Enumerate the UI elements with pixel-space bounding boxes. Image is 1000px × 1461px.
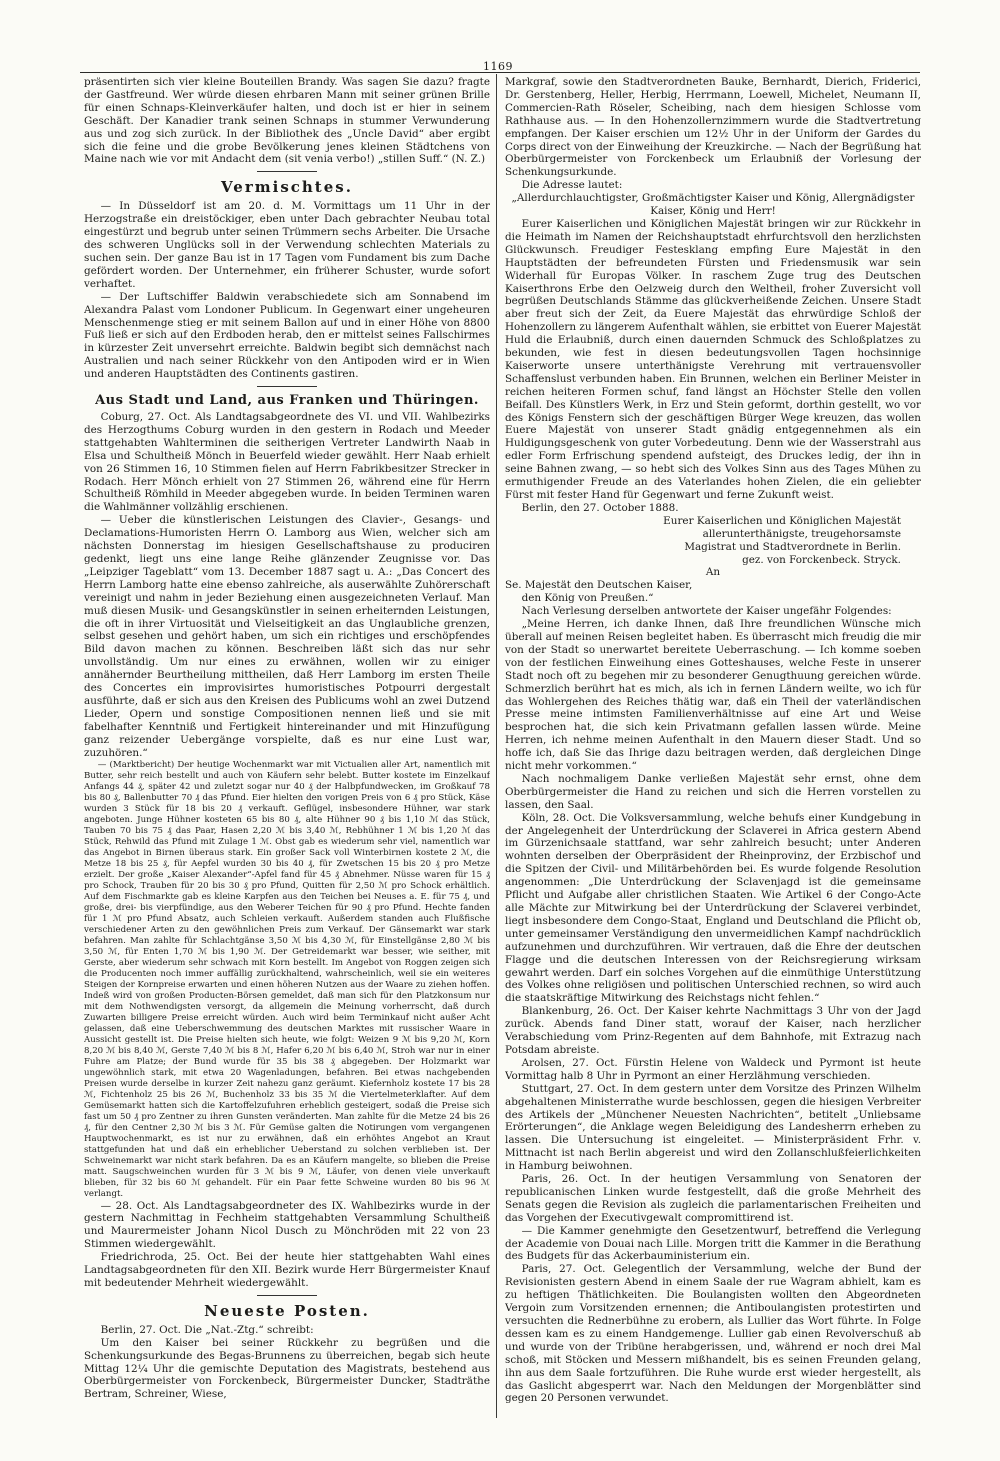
section-heading-vermischtes: Vermischtes. — [221, 178, 353, 197]
article-paragraph: Markgraf, sowie den Stadtverordneten Bauke, Bernhardt, Dierich, Friderici, Dr. Gerstenberg, Heller, Herbig, Herrmann, Loewell, Michelet, Neumann II, Commercien-Rath Röseler, Scheibing, nach dem hiesigen Schlosse vom Rathhause aus. — In den Hohenzollernzimmern wurde die Stadtvertretung empfangen. Der Kaiser erschien um 12½ Uhr in der Uniform der Gardes du Corps direct von der Einweihung der Kreuzkirche. — Nach der Begrüßung hat Oberbürgermeister von Forckenbeck um Erlaubniß der Vorlesung der Schenkungsurkunde. — [505, 76, 921, 179]
article-paragraph: — Der Luftschiffer Baldwin verabschiedete sich am Sonnabend im Alexandra Palast vom Londoner Publicum. In Gegenwart einer ungeheuren Menschenmenge stieg er mit seinem Ballon auf und in einer Höhe von 8800 Fuß ließ er sich auf den Erdboden herab, den er mittelst seines Fallschirmes in kürzester Zeit unversehrt erreichte. Baldwin begibt sich demnächst nach Australien und nach seiner Rückkehr von den Antipoden wird er in Wien und anderen Hauptstädten des Continents gastiren. — [84, 290, 490, 381]
article-paragraph: Paris, 27. Oct. Gelegentlich der Versammlung, welche der Bund der Revisionisten gestern Abend in einem Saale der rue Wagram abhielt, kam es zu heftigen Thätlichkeiten. Die Boulangisten wollten den Abgeordneten Vergoin zum Vorsitzenden ernennen; die Antiboulangisten protestirten und versuchten die Rednerbühne zu erobern, als Lullier das Wort führte. In Folge dessen kam es zu einem Handgemenge. Lullier gab einen Revolverschuß ab und wurde von der Tribüne herabgerissen, und, während er noch drei Mal schoß, mit Stöcken und Messern mißhandelt, bis es seinen Freunden gelang, ihn aus dem Saale fortzuführen. Die Ruhe wurde erst wieder hergestellt, als das Gaslicht abgesperrt war. Nach den Meldungen der Morgenblätter sind gegen 20 Personen verwundet. — [505, 1263, 921, 1405]
article-paragraph: — 28. Oct. Als Landtagsabgeordneter des IX. Wahlbezirks wurde in der gestern Nachmittag in Fechheim stattgehabten Versammlung Schultheiß und Maurermeister Johann Nicol Dusch zu Mönchröden mit 22 von 23 Stimmen wiedergewählt. — [84, 1199, 490, 1251]
article-paragraph: Berlin, 27. Oct. Die „Nat.-Ztg.“ schreibt: — [100, 1323, 314, 1336]
article-paragraph: Coburg, 27. Oct. Als Landtagsabgeordnete des VI. und VII. Wahlbezirks des Herzogthums Coburg wurden in den gestern in Rodach und Meeder stattgehabten Wahlterminen die seitherigen Vertreter Landwirth Naab in Elsa und Schultheiß Mönch in Beuerfeld wieder gewählt. Herr Naab erhielt von 26 Stimmen 16, 10 Stimmen fielen auf Herrn Fabrikbesitzer Strecker in Rodach. Herr Mönch erhielt von 27 Stimmen 26, während eine für Herrn Schultheiß Römhild in Meeder abgegeben wurde. In beiden Terminen waren die Wahlmänner vollzählig erschienen. — [84, 411, 490, 514]
address-signature: allerunterthänigste, treugehorsamste — [702, 527, 901, 540]
separator — [257, 1295, 317, 1296]
article-paragraph: präsentirten sich vier kleine Bouteillen Brandy. Was sagen Sie dazu? fragte der Gastfreund. Wer würde diesen ehrbaren Mann mit seiner grünen Brille für einen Schnaps-Kleinverkäufer halten, und doch ist er hier in seinem Geschäft. Der Kanadier trank seinen Schnaps in stummer Verwunderung aus und zog sich zurück. In der Bibliothek des „Uncle David“ aber ergibt sich die feine und die grobe Bevölkerung jenes kleinen Städtchens von Maine nach wie vor mit Andacht dem (sit venia verbo!) „stillen Suff.“ (N. Z.) — [84, 76, 490, 166]
address-salutation: „Allerdurchlauchtigster, Großmächtigster Kaiser und König, Allergnädigster Kaiser, König und Herr! — [511, 192, 915, 218]
address-signature: Magistrat und Stadtverordnete in Berlin. — [684, 540, 901, 553]
article-paragraph: Um den Kaiser bei seiner Rückkehr zu begrüßen und die Schenkungsurkunde des Begas-Brunnens zu überreichen, begab sich heute Mittag 12¼ Uhr die gemischte Deputation des Magistrats, bestehend aus Oberbürgermeister von Forckenbeck, Bürgermeister Duncker, Stadträthe Bertram, Schreiner, Wiese, — [84, 1336, 490, 1401]
article-paragraph: Nach nochmaligem Danke verließen Majestät sehr ernst, ohne dem Oberbürgermeister die Hand zu reichen und sich die Herren vorstellen zu lassen, den Saal. — [505, 772, 921, 811]
left-column — [84, 76, 490, 1416]
article-paragraph: Friedrichroda, 25. Oct. Bei der heute hier stattgehabten Wahl eines Landtagsabgeordneten für den XII. Bezirk wurde Herr Bürgermeister Knauf mit bedeutender Mehrheit wiedergewählt. — [84, 1251, 490, 1289]
article-paragraph: Blankenburg, 26. Oct. Der Kaiser kehrte Nachmittags 3 Uhr von der Jagd zurück. Abends fand Diner statt, worauf der Kaiser, nach herzlicher Verabschiedung vom Prinz-Regenten auf dem Bahnhofe, mit Extrazug nach Potsdam abreiste. — [505, 1005, 921, 1056]
article-paragraph: — Ueber die künstlerischen Leistungen des Clavier-, Gesangs- und Declamations-Humoristen Herrn O. Lamborg aus Wien, welcher sich am nächsten Donnerstag im hiesigen Gesellschaftshause zu produciren gedenkt, liegt uns eine lange Reihe glänzender Zeugnisse vor. Das „Leipziger Tageblatt“ vom 13. December 1887 sagt u. A.: „Das Concert des Herrn Lamborg hatte eine ebenso zahlreiche, als auserwählte Zuhörerschaft vereinigt und nahm in jeder Beziehung einen ausgezeichneten Verlauf. Man muß diesen Musik- und Gesangskünstler in seinen erheiternden Leistungen, die oft in ihrer Virtuosität und Vielseitigkeit an das Unglaubliche grenzen, selbst gesehen und gehört haben, um sich ein richtiges und erschöpfendes Bild davon machen zu können. Beschreiben läßt sich das nur sehr unvollständig. Um nur eines zu erwähnen, wollen wir zu einiger annähernder Beurtheilung mittheilen, daß Herr Lamborg im ersten Theile des Concertes ein improvisirtes humoristisches Potpourri dergestalt ausführte, daß er sich aus den Kreisen des Publicums wohl an zwei Dutzend Lieder, Opern und sonstige Compositionen nennen ließ und sie mit fabelhafter Kenntniß und Fertigkeit hintereinander und mit Hinzufügung ganz reizender Uebergänge vorspielte, daß es nur eine Lust war, zuzuhören.“ — [84, 514, 490, 759]
address-text: Eurer Kaiserlichen und Königlichen Majestät bringen wir zur Rückkehr in die Heimath im Namen der Reichshauptstadt ehrfurchtsvoll den herzlichsten Glückwunsch. Freudiger Festesklang empfing Eure Majestät in den Hauptstädten der befreundeten Fürsten und Friedensmusik war sein Widerhall für Europas Völker. In raschem Zuge trug des Deutschen Kaiserthrons Erbe den Oelzweig durch den Weltheil, froher Zuversicht voll begrüßen Deutschlands Stämme das glückverheißende Zeichen. Unsere Stadt aber freut sich der Zeit, da Euere Majestät das ehrwürdige Schloß der Hohenzollern zu längerem Aufenthalt wählen, sie erbittet von Euerer Majestät Huld die Erlaubniß, durch einen dauernden Schmuck des Schloßplatzes zu bekunden, wie fest in diesen bedeutungsvollen Tagen hochsinnige Kaiserworte unsere unterthänigste Verehrung mit vertrauensvoller Schaffenslust verbunden haben. Ein Brunnen, welchen ein Berliner Meister in reichen heiteren Formen schuf, fand längst an Höchster Stelle den vollen Beifall. Des Künstlers Werk, in Erz und Stein geformt, dorthin gestellt, wo vor des Königs Fenstern sich der geschäftigen Bürger Wege kreuzen, das wollen Euere Majestät von unserer Stadt gnädig entgegennehmen als ein Huldigungsgeschenk von guter Vorbedeutung. Denn wie der Wasserstrahl aus edler Form Erfrischung spendend aufsteigt, des Druckes ledig, der ihn in seine Bahnen zwang, — so hebt sich des Volkes Sinn aus des Tages Mühen zu ermuthigender Freude an des Vaterlandes hohen Zielen, die ein geliebter Fürst mit fester Hand für Gegenwart und ferne Zukunft weist. — [505, 217, 921, 501]
section-heading-neueste-posten: Neueste Posten. — [204, 1301, 370, 1320]
article-paragraph: Stuttgart, 27. Oct. In dem gestern unter dem Vorsitze des Prinzen Wilhelm abgehaltenen Ministerrathe wurde beschlossen, gegen die hiesigen Verbreiter des Artikels der „Münchener Neuesten Nachrichten“, betitelt „Unliebsame Erörterungen“, die Anklage wegen Beleidigung des Landesherrn erheben zu lassen. Die Untersuchung ist eingeleitet. — Ministerpräsident Frhr. v. Mittnacht ist nach Berlin abgereist und wird den Zollanschlußfeierlichkeiten in Hamburg beiwohnen. — [505, 1082, 921, 1173]
address-date: Berlin, den 27. October 1888. — [521, 501, 679, 514]
section-heading-stadt-und-land: Aus Stadt und Land, aus Franken und Thüringen. — [95, 393, 479, 409]
article-paragraph: — Die Kammer genehmigte den Gesetzentwurf, betreffend die Verlegung der Academie von Douai nach Lille. Morgen tritt die Kammer in die Berathung des Budgets für das Ackerbauministerium ein. — [505, 1224, 921, 1263]
separator — [257, 386, 317, 387]
top-rule — [80, 72, 920, 73]
right-column — [505, 76, 921, 1416]
article-paragraph: „Meine Herren, ich danke Ihnen, daß Ihre freundlichen Wünsche mich überall auf meinen Reisen begleitet haben. Es überrascht mich freudig die mir von der Stadt so unerwartet bereitete Ueberraschung. — Ich komme soeben von der festlichen Einweihung eines Gotteshauses, welche Feste in unserer Stadt noch oft zu begehen mir zu besonderer Genugthuung gereichen würde. Schmerzlich berührt hat es mich, als ich in fernen Ländern weilte, wo ich für das Wohlergehen des Reiches thätig war, daß ein Theil der vaterländischen Presse meine intimsten Familienverhältnisse auf eine Art und Weise besprochen hat, die sich kein Privatmann gefallen lassen würde. Meine Herren, ich nehme meinen Aufenthalt in den Mauern dieser Stadt. Und so hoffe ich, daß Sie das Ihrige dazu beitragen werden, daß dergleichen Dinge nicht mehr vorkommen.“ — [505, 618, 921, 773]
article-paragraph: Die Adresse lautet: — [521, 179, 623, 192]
address-signature: gez. von Forckenbeck. Stryck. — [742, 553, 901, 566]
column-divider — [496, 74, 497, 1418]
address-recipient: den König von Preußen.“ — [521, 592, 654, 605]
address-recipient: An — [705, 566, 721, 579]
address-recipient: Se. Majestät den Deutschen Kaiser, — [505, 579, 693, 592]
address-signature: Eurer Kaiserlichen und Königlichen Majestät — [663, 514, 901, 527]
article-paragraph: Köln, 28. Oct. Die Volksversammlung, welche behufs einer Kundgebung in der Angelegenheit der Unterdrückung der Sclaverei in Africa gestern Abend im Gürzenichsaale stattfand, war sehr zahlreich besucht; unter Anderen wohnten derselben der Oberpräsident der Rheinprovinz, der Erzbischof und die Spitzen der Civil- und Militärbehörden bei. Es wurde folgende Resolution angenommen: „Die Unterdrückung der Sclavenjagd ist die gemeinsame Pflicht und Aufgabe aller christlichen Staaten. Wie Artikel 6 der Congo-Acte alle Mächte zur Mitwirkung bei der Unterdrückung der Sclaverei verbindet, liegt insbesondere dem Congo-Staat, England und Deutschland die Pflicht ob, unter gemeinsamer Verständigung den unvermeidlichen Kampf nachdrücklich aufzunehmen und durchzuführen. Wir vertrauen, daß die Ehre der deutschen Flagge und die deutschen Interessen von der Reichsregierung wirksam gewahrt werden. Darf ein solches Vorgehen auf die einmüthige Unterstützung des Volkes ohne religiösen und politischen Unterschied rechnen, so wird auch die staatskräftige Mitwirkung des Reichstags nicht fehlen.“ — [505, 811, 921, 1005]
separator — [257, 171, 317, 172]
page-number: 1169 — [483, 60, 513, 73]
article-paragraph: Paris, 26. Oct. In der heutigen Versammlung von Senatoren der republicanischen Linken wurde festgestellt, daß die große Mehrheit des Senats gegen die Revision als zugleich die parlamentarischen Freiheiten und das Vorgehen der Executivgewalt compromittirend ist. — [505, 1173, 921, 1224]
article-paragraph: — In Düsseldorf ist am 20. d. M. Vormittags um 11 Uhr in der Herzogstraße ein dreistöckiger, eben unter Dach gebrachter Neubau total eingestürzt und begrub unter seinen Trümmern sechs Arbeiter. Die Ursache des schweren Unglücks soll in der Verwendung schlechten Materials zu suchen sein. Der ganze Bau ist in 17 Tagen vom Fundament bis zum Dache gefördert worden. Der Unternehmer, ein früherer Schuster, wurde sofort verhaftet. — [84, 200, 490, 290]
article-paragraph: Nach Verlesung derselben antwortete der Kaiser ungefähr Folgendes: — [521, 605, 892, 618]
article-paragraph: Arolsen, 27. Oct. Fürstin Helene von Waldeck und Pyrmont ist heute Vormittag halb 8 Uhr in Pyrmont an einer Herzlähmung verschieden. — [505, 1056, 921, 1082]
market-report: — (Marktbericht) Der heutige Wochenmarkt war mit Victualien aller Art, namentlich mit Butter, sehr reich bestellt und auch von Käufern sehr belebt. Butter kostete im Einzelkauf Anfangs 44 ₰, später 42 und zuletzt sogar nur 40 ₰ der Halbpfundwecken, im Großkauf 78 bis 80 ₰, Ballenbutter 70 ₰ das Pfund. Eier hielten den vorigen Preis von 6 ₰ pro Stück, Käse wurden 3 Stück für 18 bis 20 ₰ verkauft. Geflügel, insbesondere Hühner, war stark angeboten. Junge Hühner kosteten 65 bis 80 ₰, alte Hühner 90 ₰ bis 1,10 ℳ das Stück, Tauben 70 bis 75 ₰ das Paar, Hasen 2,20 ℳ bis 3,40 ℳ, Rebhühner 1 ℳ bis 1,20 ℳ das Stück, Rehwild das Pfund mit Zulage 1 ℳ. Obst gab es wiederum sehr viel, namentlich war das Angebot in Birnen überaus stark. Ein großer Sack voll Winterbirnen kostete 2 ℳ, die Metze 18 bis 25 ₰, für Aepfel wurden 30 bis 40 ₰, für Zwetschen 15 bis 20 ₰ pro Metze erzielt. Der große „Kaiser Alexander“-Apfel fand für 45 ₰ Abnehmer. Nüsse waren für 15 ₰ pro Schock, Trauben für 20 bis 30 ₰ pro Pfund, Quitten für 2,50 ℳ pro Schock erhältlich. Auf dem Fischmarkte gab es kleine Karpfen aus den Teichen bei Neuses a. E. für 75 ₰, und große, drei- bis vierpfündige, aus den Weberer Teichen für 90 ₰ pro Pfund. Hechte fanden für 1 ℳ pro Pfund Absatz, auch Schleien verkauft. Außerdem standen auch Flußfische verschiedener Arten zu den gewöhnlichen Preis zum Verkauf. Der Gänsemarkt war stark befahren. Man zahlte für Schlachtgänse 3,50 ℳ bis 4,30 ℳ, für Einstellgänse 2,80 ℳ bis 3,50 ℳ, für Enten 1,70 ℳ bis 1,90 ℳ. Der Getreidemarkt war besser, wie seither, mit Gerste, aber wiederum sehr schwach mit Korn bestellt. Im Angebot von Roggen zeigen sich die Producenten noch immer auffällig zurückhaltend, wahrscheinlich, weil sie ein weiteres Steigen der Kornpreise erwarten und einen höheren Nutzen aus der Waare zu ziehen hoffen. Indeß wird von großen Producten-Börsen gemeldet, daß man sich für den Platzkonsum nur mit dem Nothwendigsten versorgt, da allgemein die Meinung vorherrscht, daß durch Zuwarten billigere Preise erreicht würden. Auch wird beim Terminkauf nicht außer Acht gelassen, daß eine Ueberschwemmung des deutschen Marktes mit russischer Waare in Aussicht gestellt ist. Die Preise hielten sich heute, wie folgt: Weizen 9 ℳ bis 9,20 ℳ, Korn 8,20 ℳ bis 8,40 ℳ, Gerste 7,40 ℳ bis 8 ℳ, Hafer 6,20 ℳ bis 6,40 ℳ, Stroh war nur in einer Fuhre am Platze; der Bund wurde für 35 bis 38 ₰ abgegeben. Der Holzmarkt war ungewöhnlich stark, mit etwa 20 Wagenladungen, befahren. Bei etwas nachgebenden Preisen wurde derselbe in kurzer Zeit nahezu ganz geräumt. Kiefernholz kostete 17 bis 28 ℳ, Fichtenholz 25 bis 26 ℳ, Buchenholz 33 bis 35 ℳ die Viertelmeterklafter. Auf dem Gemüsemarkt hatten sich die Kartoffelzufuhren erheblich gesteigert, sodaß die Preise sich fast um 50 ₰ pro Zentner zu ihren Gunsten veränderten. Man zahlte für die Metze 24 bis 26 ₰, für den Centner 2,30 ℳ bis 3 ℳ. Für Gemüse galten die Notirungen vom vergangenen Hauptwochenmarkt, es ist nur zu erwähnen, daß ein erhöhtes Angebot an Kraut stattgefunden hat und daß ein erheblicher Ueberstand zu solchen verblieben ist. Der Schweinemarkt war nicht stark befahren. Da es an Käufern mangelte, so blieben die Preise matt. Saugschweinchen wurden für 3 ℳ bis 9 ℳ, Läufer, von denen viele unverkauft blieben, für 32 bis 60 ℳ gehandelt. Für ein Paar fette Schweine wurden 80 bis 96 ℳ verlangt. — [84, 759, 490, 1199]
